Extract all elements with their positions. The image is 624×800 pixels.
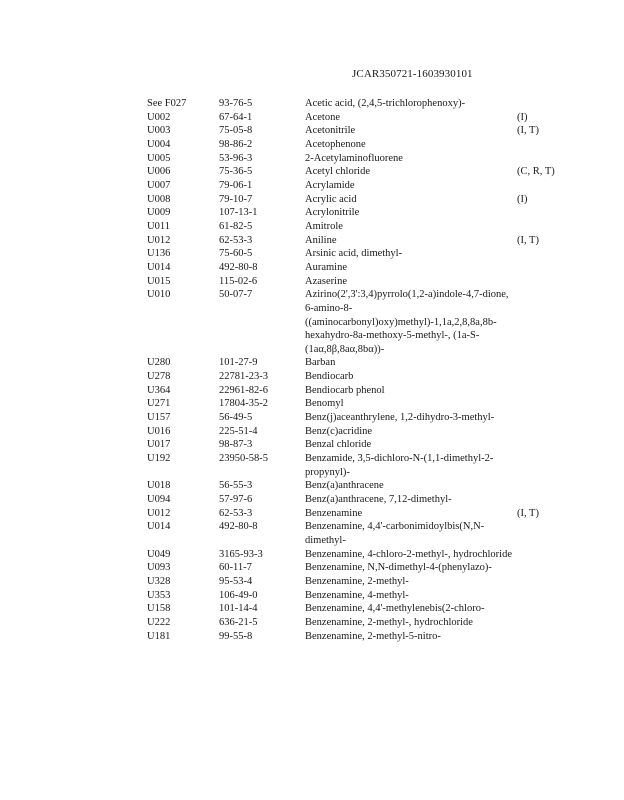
cas-number: 98-87-3 — [219, 439, 253, 451]
substance-name: Benomyl — [305, 398, 344, 410]
waste-code: U158 — [147, 603, 171, 615]
substance-name: Azirino(2',3':3,4)pyrrolo(1,2-a)indole-4,7-dione, 6-amino-8-((aminocarbonyl)oxy)methyl)-1,1a,2,8,8a,8b-hexahydro-8a-methoxy-5-methyl-, (1a-S-(1aα,8β,8aα,8bα))- — [305, 289, 509, 355]
cas-number: 61-82-5 — [219, 220, 253, 232]
cas-number: 75-60-5 — [219, 248, 253, 260]
table-row — [147, 234, 567, 248]
substance-name: Azaserine — [305, 275, 347, 287]
table-row — [147, 479, 567, 493]
table-row — [147, 111, 567, 125]
table-row — [147, 575, 567, 589]
cas-number: 101-14-4 — [219, 603, 258, 615]
table-row — [147, 275, 567, 289]
cas-number: 67-64-1 — [219, 111, 253, 123]
table-row — [147, 152, 567, 166]
substance-name: Arsinic acid, dimethyl- — [305, 248, 403, 260]
table-row — [147, 193, 567, 207]
waste-code: U192 — [147, 453, 171, 465]
table-row — [147, 493, 567, 507]
cas-number: 115-02-6 — [219, 275, 258, 287]
table-row — [147, 520, 567, 547]
substance-name: Bendiocarb — [305, 371, 354, 383]
cas-number: 75-05-8 — [219, 125, 253, 137]
hazard-basis: (I) — [517, 111, 528, 123]
cas-number: 95-53-4 — [219, 575, 253, 587]
substance-name: Auramine — [305, 261, 347, 273]
substance-name: Amitrole — [305, 220, 343, 232]
hazard-basis: (I, T) — [517, 234, 539, 246]
substance-name: Acetyl chloride — [305, 166, 371, 178]
waste-code: U008 — [147, 193, 171, 205]
substance-name: Benzenamine, N,N-dimethyl-4-(phenylazo)- — [305, 562, 492, 574]
substance-name: Acrylamide — [305, 179, 355, 191]
cas-number: 225-51-4 — [219, 425, 258, 437]
waste-code: U271 — [147, 398, 171, 410]
waste-code: U094 — [147, 494, 171, 506]
waste-code: U003 — [147, 125, 171, 137]
waste-code: U012 — [147, 234, 171, 246]
table-row — [147, 589, 567, 603]
substance-name: Acetophenone — [305, 138, 366, 150]
cas-number: 3165-93-3 — [219, 548, 263, 560]
cas-number: 56-49-5 — [219, 412, 253, 424]
table-row — [147, 97, 567, 111]
substance-name: Bendiocarb phenol — [305, 384, 385, 396]
waste-code: U364 — [147, 384, 171, 396]
waste-code: U009 — [147, 207, 171, 219]
waste-code: U014 — [147, 521, 171, 533]
cas-number: 98-86-2 — [219, 138, 253, 150]
substance-name: Benzenamine, 2-methyl-, hydrochloride — [305, 616, 473, 628]
cas-number: 79-06-1 — [219, 179, 253, 191]
table-row — [147, 179, 567, 193]
waste-code: U222 — [147, 616, 171, 628]
table-row — [147, 206, 567, 220]
substance-name: Acrylic acid — [305, 193, 357, 205]
cas-number: 60-11-7 — [219, 562, 252, 574]
cas-number: 62-53-3 — [219, 234, 253, 246]
substance-name: Benz(a)anthracene, 7,12-dimethyl- — [305, 494, 452, 506]
substance-name: Benzenamine, 4-methyl- — [305, 589, 409, 601]
cas-number: 53-96-3 — [219, 152, 253, 164]
waste-code: U353 — [147, 589, 171, 601]
substance-name: Benzenamine, 4-chloro-2-methyl-, hydrochloride — [305, 548, 513, 560]
cas-number: 22961-82-6 — [219, 384, 268, 396]
substance-name: 2-Acetylaminofluorene — [305, 152, 403, 164]
waste-code: U015 — [147, 275, 171, 287]
table-row — [147, 138, 567, 152]
cas-number: 107-13-1 — [219, 207, 258, 219]
table-row — [147, 561, 567, 575]
waste-code: U093 — [147, 562, 171, 574]
waste-code: U157 — [147, 412, 171, 424]
waste-code: U014 — [147, 261, 171, 273]
hazardous-waste-table — [147, 97, 567, 643]
table-row — [147, 384, 567, 398]
cas-number: 492-80-8 — [219, 521, 258, 533]
substance-name: Benz(a)anthracene — [305, 480, 384, 492]
substance-name: Benzenamine, 4,4'-methylenebis(2-chloro- — [305, 603, 485, 615]
hazard-basis: (I) — [517, 193, 528, 205]
cas-number: 23950-58-5 — [219, 453, 268, 465]
waste-code: U280 — [147, 357, 171, 369]
waste-code: U011 — [147, 220, 170, 232]
waste-code: U007 — [147, 179, 171, 191]
cas-number: 106-49-0 — [219, 589, 258, 601]
substance-name: Benzenamine — [305, 507, 363, 519]
substance-name: Benzenamine, 2-methyl-5-nitro- — [305, 630, 441, 642]
cas-number: 101-27-9 — [219, 357, 258, 369]
table-row — [147, 548, 567, 562]
cas-number: 79-10-7 — [219, 193, 253, 205]
table-row — [147, 220, 567, 234]
cas-number: 56-55-3 — [219, 480, 253, 492]
substance-name: Aniline — [305, 234, 337, 246]
waste-code: U005 — [147, 152, 171, 164]
substance-name: Benz(j)aceanthrylene, 1,2-dihydro-3-methyl- — [305, 412, 495, 424]
substance-name: Barban — [305, 357, 336, 369]
waste-code: U136 — [147, 248, 171, 260]
table-row — [147, 247, 567, 261]
cas-number: 636-21-5 — [219, 616, 258, 628]
cas-number: 62-53-3 — [219, 507, 253, 519]
table-row — [147, 124, 567, 138]
cas-number: 93-76-5 — [219, 98, 253, 109]
table-row — [147, 630, 567, 644]
substance-name: Benzenamine, 2-methyl- — [305, 575, 409, 587]
table-row — [147, 288, 567, 356]
waste-code: See F027 — [147, 98, 187, 109]
table-row — [147, 356, 567, 370]
table-row — [147, 165, 567, 179]
substance-name: Benzal chloride — [305, 439, 372, 451]
table-row — [147, 507, 567, 521]
substance-name: Acetic acid, (2,4,5-trichlorophenoxy)- — [305, 98, 466, 109]
cas-number: 492-80-8 — [219, 261, 258, 273]
substance-name: Acrylonitrile — [305, 207, 360, 219]
waste-code: U012 — [147, 507, 171, 519]
substance-name: Benzenamine, 4,4'-carbonimidoylbis(N,N-dimethyl- — [305, 521, 485, 546]
table-row — [147, 397, 567, 411]
waste-code: U017 — [147, 439, 171, 451]
table-row — [147, 452, 567, 479]
waste-code: U010 — [147, 289, 171, 301]
waste-code: U018 — [147, 480, 171, 492]
table-row — [147, 261, 567, 275]
cas-number: 22781-23-3 — [219, 371, 268, 383]
hazard-basis: (I, T) — [517, 125, 539, 137]
table-row — [147, 411, 567, 425]
cas-number: 75-36-5 — [219, 166, 253, 178]
waste-code: U004 — [147, 138, 171, 150]
document-id: JCAR350721-1603930101 — [352, 68, 473, 80]
cas-number: 50-07-7 — [219, 289, 253, 301]
cas-number: 57-97-6 — [219, 494, 253, 506]
table-row — [147, 602, 567, 616]
waste-code: U049 — [147, 548, 171, 560]
table-row — [147, 425, 567, 439]
substance-name: Benzamide, 3,5-dichloro-N-(1,1-dimethyl-2-propynyl)- — [305, 453, 494, 478]
hazard-basis: (I, T) — [517, 507, 539, 519]
cas-number: 99-55-8 — [219, 630, 253, 642]
waste-code: U016 — [147, 425, 171, 437]
waste-code: U002 — [147, 111, 171, 123]
waste-code: U181 — [147, 630, 171, 642]
substance-name: Acetonitrile — [305, 125, 356, 137]
table-row — [147, 616, 567, 630]
waste-code: U328 — [147, 575, 171, 587]
cas-number: 17804-35-2 — [219, 398, 268, 410]
hazard-basis: (C, R, T) — [517, 166, 555, 178]
substance-name: Benz(c)acridine — [305, 425, 373, 437]
table-row — [147, 370, 567, 384]
waste-code: U278 — [147, 371, 171, 383]
substance-name: Acetone — [305, 111, 340, 123]
table-row — [147, 438, 567, 452]
waste-code: U006 — [147, 166, 171, 178]
